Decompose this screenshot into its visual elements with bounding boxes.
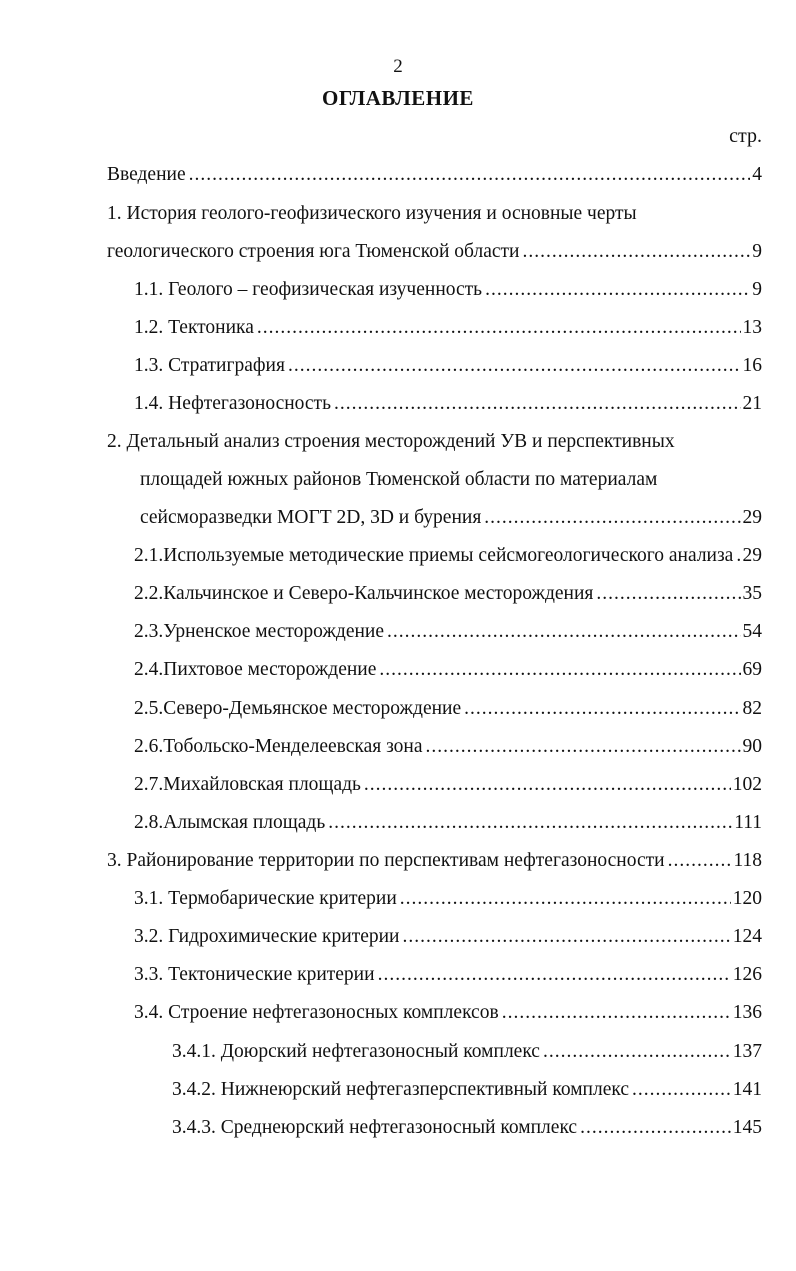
- dot-leader: [484, 506, 740, 530]
- dot-leader: [400, 887, 731, 911]
- toc-entry-page: 13: [742, 317, 762, 338]
- toc-entry-3-3[interactable]: [134, 963, 762, 987]
- toc-entry-1-4[interactable]: [134, 392, 762, 416]
- toc-entry-2-8[interactable]: [134, 811, 762, 835]
- toc-entry-3-1[interactable]: [134, 887, 762, 911]
- toc-entry-title: 2.7.Михайловская площадь: [134, 774, 361, 795]
- toc-entry-page: 29: [742, 507, 762, 528]
- toc-entry-chapter-2-cont-2[interactable]: [140, 506, 762, 530]
- toc-entry-1-1[interactable]: [134, 278, 762, 302]
- toc-entry-title: 2.8.Алымская площадь: [134, 812, 326, 833]
- toc-entry-title: 1.1. Геолого – геофизическая изученность: [134, 279, 483, 300]
- toc-entry-page: 145: [732, 1117, 762, 1138]
- toc-entry-title: геологического строения юга Тюменской области: [107, 241, 520, 262]
- toc-entry-title: 1.3. Стратиграфия: [134, 355, 285, 376]
- toc-entry-2-6[interactable]: [134, 735, 762, 759]
- toc-entry-title: 3.2. Гидрохимические критерии: [134, 926, 400, 947]
- dot-leader: [334, 392, 741, 416]
- toc-entry-introduction[interactable]: [107, 163, 762, 187]
- toc-entry-3-4-1[interactable]: [172, 1040, 762, 1064]
- toc-entry-title: 1.4. Нефтегазоносность: [134, 393, 331, 414]
- dot-leader: [257, 316, 741, 340]
- dot-leader: [502, 1001, 731, 1025]
- dot-leader: [485, 278, 750, 302]
- dot-leader: [364, 773, 731, 797]
- toc-entry-title: Введение: [107, 164, 186, 185]
- toc-entry-title: площадей южных районов Тюменской области по материалам: [140, 469, 658, 490]
- toc-entry-title: 3.3. Тектонические критерии: [134, 964, 375, 985]
- toc-entry-chapter-3[interactable]: [107, 849, 762, 873]
- toc-entry-page: 141: [732, 1079, 762, 1100]
- toc-entry-page: 21: [742, 393, 762, 414]
- toc-entry-page: 124: [732, 926, 762, 947]
- toc-entry-3-4-3[interactable]: [172, 1116, 762, 1140]
- dot-leader: [379, 658, 740, 682]
- toc-entry-chapter-2[interactable]: [107, 430, 762, 454]
- toc-entry-page: 9: [752, 279, 762, 300]
- toc-entry-chapter-1[interactable]: [107, 202, 762, 226]
- toc-entry-title: 2.6.Тобольско-Менделеевская зона: [134, 736, 423, 757]
- dot-leader: [378, 963, 731, 987]
- toc-entry-page: 126: [732, 964, 762, 985]
- toc-entry-page: 118: [733, 850, 762, 871]
- toc-entry-page: 137: [732, 1041, 762, 1062]
- toc-entry-page: 111: [734, 812, 762, 833]
- dot-leader: [387, 620, 740, 644]
- toc-entry-title: 3.4.1. Доюрский нефтегазоносный комплекс: [172, 1041, 540, 1062]
- dot-leader: [668, 849, 732, 873]
- dot-leader: [464, 697, 740, 721]
- toc-entry-1-2[interactable]: [134, 316, 762, 340]
- toc-entry-page: 9: [752, 241, 762, 262]
- toc-entry-title: 2.1.Используемые методические приемы сейсмогеологического анализа: [134, 545, 734, 566]
- toc-entry-page: 90: [742, 736, 762, 757]
- toc-entry-title: 2.2.Кальчинское и Северо-Кальчинское месторождения: [134, 583, 594, 604]
- toc-entry-title: 3.1. Термобарические критерии: [134, 888, 397, 909]
- dot-leader: [328, 811, 732, 835]
- dot-leader: [596, 582, 740, 606]
- dot-leader: [403, 925, 731, 949]
- toc-entry-1-3[interactable]: [134, 354, 762, 378]
- toc-entry-2-4[interactable]: [134, 658, 762, 682]
- dot-leader: [543, 1040, 731, 1064]
- dot-leader: [189, 163, 751, 187]
- toc-entry-page: 54: [742, 621, 762, 642]
- toc-entry-3-4[interactable]: [134, 1001, 762, 1025]
- dot-leader: [288, 354, 741, 378]
- toc-entry-title: 1. История геолого-геофизического изучения и основные черты: [107, 203, 637, 224]
- dot-leader: [632, 1078, 731, 1102]
- toc-entry-title: 3.4.2. Нижнеюрский нефтегазперспективный комплекс: [172, 1079, 630, 1100]
- toc-entry-3-4-2[interactable]: [172, 1078, 762, 1102]
- toc-entry-title: 3.4.3. Среднеюрский нефтегазоносный комплекс: [172, 1117, 578, 1138]
- toc-entry-2-2[interactable]: [134, 582, 762, 606]
- toc-entry-title: 2.3.Урненское месторождение: [134, 621, 385, 642]
- toc-entry-2-5[interactable]: [134, 697, 762, 721]
- toc-entry-chapter-2-cont-1[interactable]: [140, 468, 762, 492]
- toc-entry-2-7[interactable]: [134, 773, 762, 797]
- toc-entry-page: 4: [752, 164, 762, 185]
- dot-leader: [736, 544, 740, 568]
- dot-leader: [426, 735, 741, 759]
- toc-entry-page: 16: [742, 355, 762, 376]
- page-number: 2: [393, 56, 403, 77]
- toc-entry-title: 3.4. Строение нефтегазоносных комплексов: [134, 1002, 499, 1023]
- toc-entry-title: 1.2. Тектоника: [134, 317, 254, 338]
- toc-entry-page: 69: [742, 659, 762, 680]
- toc-entry-page: 136: [732, 1002, 762, 1023]
- toc-entry-2-1[interactable]: [134, 544, 762, 568]
- toc-entry-page: 82: [742, 698, 762, 719]
- toc-entry-title: 2.4.Пихтовое месторождение: [134, 659, 377, 680]
- toc-entry-page: 35: [742, 583, 762, 604]
- toc-entry-3-2[interactable]: [134, 925, 762, 949]
- toc-entry-title: 3. Районирование территории по перспективам нефтегазоносности: [107, 850, 665, 871]
- toc-entry-page: 120: [732, 888, 762, 909]
- toc-heading: ОГЛАВЛЕНИЕ: [322, 86, 474, 110]
- page-column-label: стр.: [729, 125, 762, 147]
- toc-entry-page: 29: [742, 545, 762, 566]
- toc-entry-2-3[interactable]: [134, 620, 762, 644]
- toc-entry-page: 102: [732, 774, 762, 795]
- toc-entry-title: 2. Детальный анализ строения месторождений УВ и перспективных: [107, 431, 675, 452]
- toc-entry-chapter-1-cont[interactable]: [107, 240, 762, 264]
- dot-leader: [522, 240, 750, 264]
- toc-entry-title: сейсморазведки МОГТ 2D, 3D и бурения: [140, 507, 482, 528]
- toc-entry-title: 2.5.Северо-Демьянское месторождение: [134, 698, 462, 719]
- dot-leader: [580, 1116, 731, 1140]
